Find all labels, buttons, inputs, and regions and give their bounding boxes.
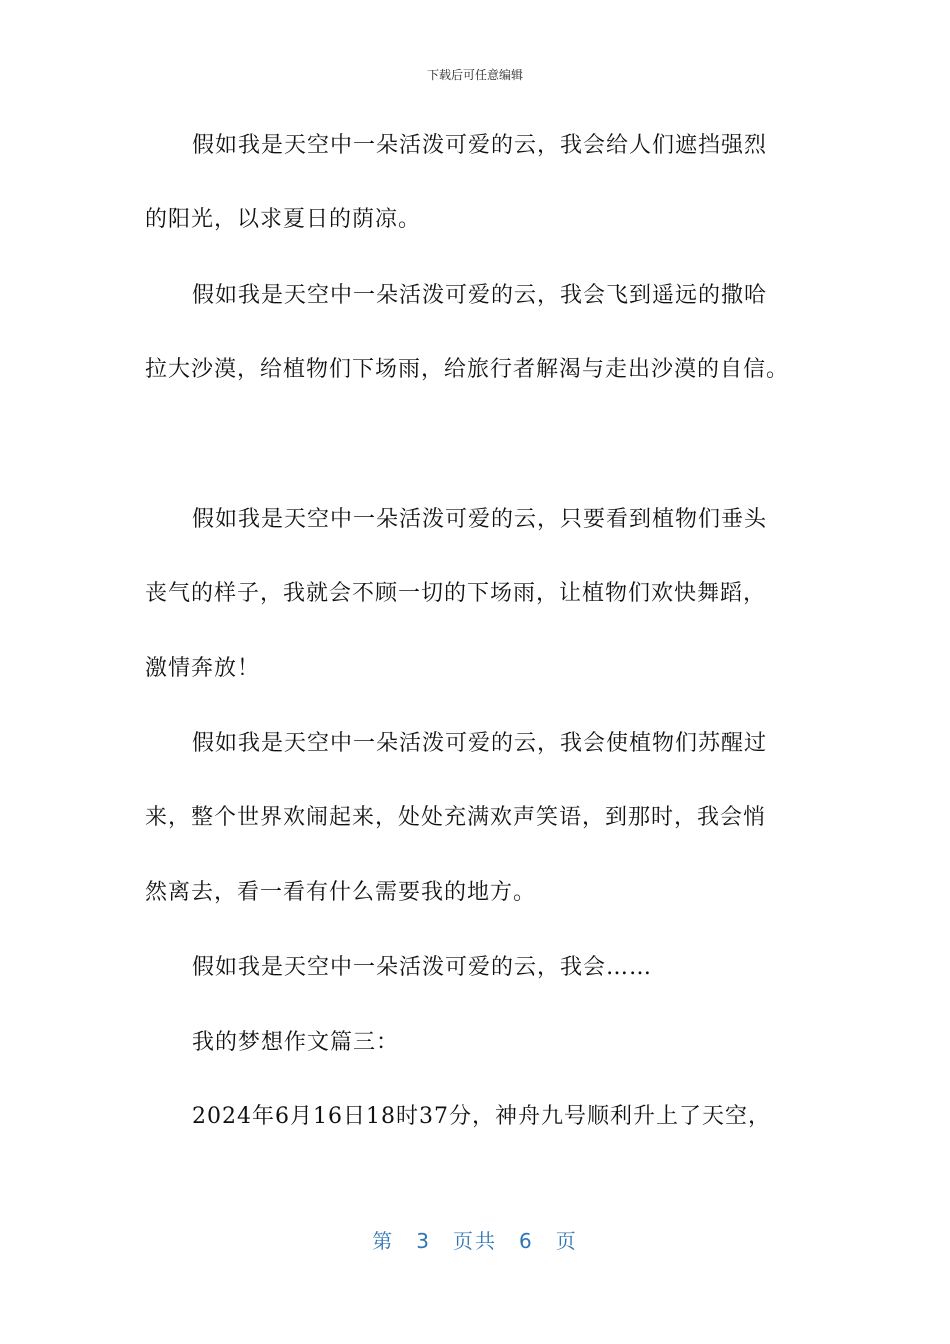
paragraph-line: 的阳光，以求夏日的荫凉。 bbox=[145, 207, 422, 232]
paragraph-line: 假如我是天空中一朵活泼可爱的云，我会…… bbox=[192, 955, 653, 980]
footer-suffix: 页 bbox=[555, 1229, 578, 1253]
paragraph-line: 假如我是天空中一朵活泼可爱的云，我会飞到遥远的撒哈 bbox=[192, 283, 768, 308]
paragraph-line: 丧气的样子，我就会不顾一切的下场雨，让植物们欢快舞蹈， bbox=[145, 581, 767, 606]
paragraph-line: 激情奔放！ bbox=[145, 656, 261, 681]
footer-prefix: 第 bbox=[372, 1229, 395, 1253]
page-header: 下载后可任意编辑 bbox=[426, 68, 523, 82]
paragraph-line: 假如我是天空中一朵活泼可爱的云，我会给人们遮挡强烈 bbox=[192, 133, 768, 158]
paragraph-line: 2024年6月16日18时37分，神舟九号顺利升上了天空， bbox=[192, 1104, 771, 1129]
page-footer bbox=[0, 1225, 950, 1254]
section-heading: 我的梦想作文篇三： bbox=[192, 1030, 400, 1055]
paragraph-line: 假如我是天空中一朵活泼可爱的云，只要看到植物们垂头 bbox=[192, 507, 768, 532]
footer-middle: 页共 bbox=[453, 1229, 497, 1253]
paragraph-line: 拉大沙漠，给植物们下场雨，给旅行者解渴与走出沙漠的自信。 bbox=[145, 357, 790, 382]
paragraph-line: 来，整个世界欢闹起来，处处充满欢声笑语，到那时，我会悄 bbox=[145, 805, 767, 830]
paragraph-line: 假如我是天空中一朵活泼可爱的云，我会使植物们苏醒过 bbox=[192, 731, 768, 756]
paragraph-line: 然离去，看一看有什么需要我的地方。 bbox=[145, 880, 537, 905]
footer-total-pages: 6 bbox=[519, 1229, 534, 1253]
footer-page-number: 3 bbox=[416, 1229, 431, 1253]
